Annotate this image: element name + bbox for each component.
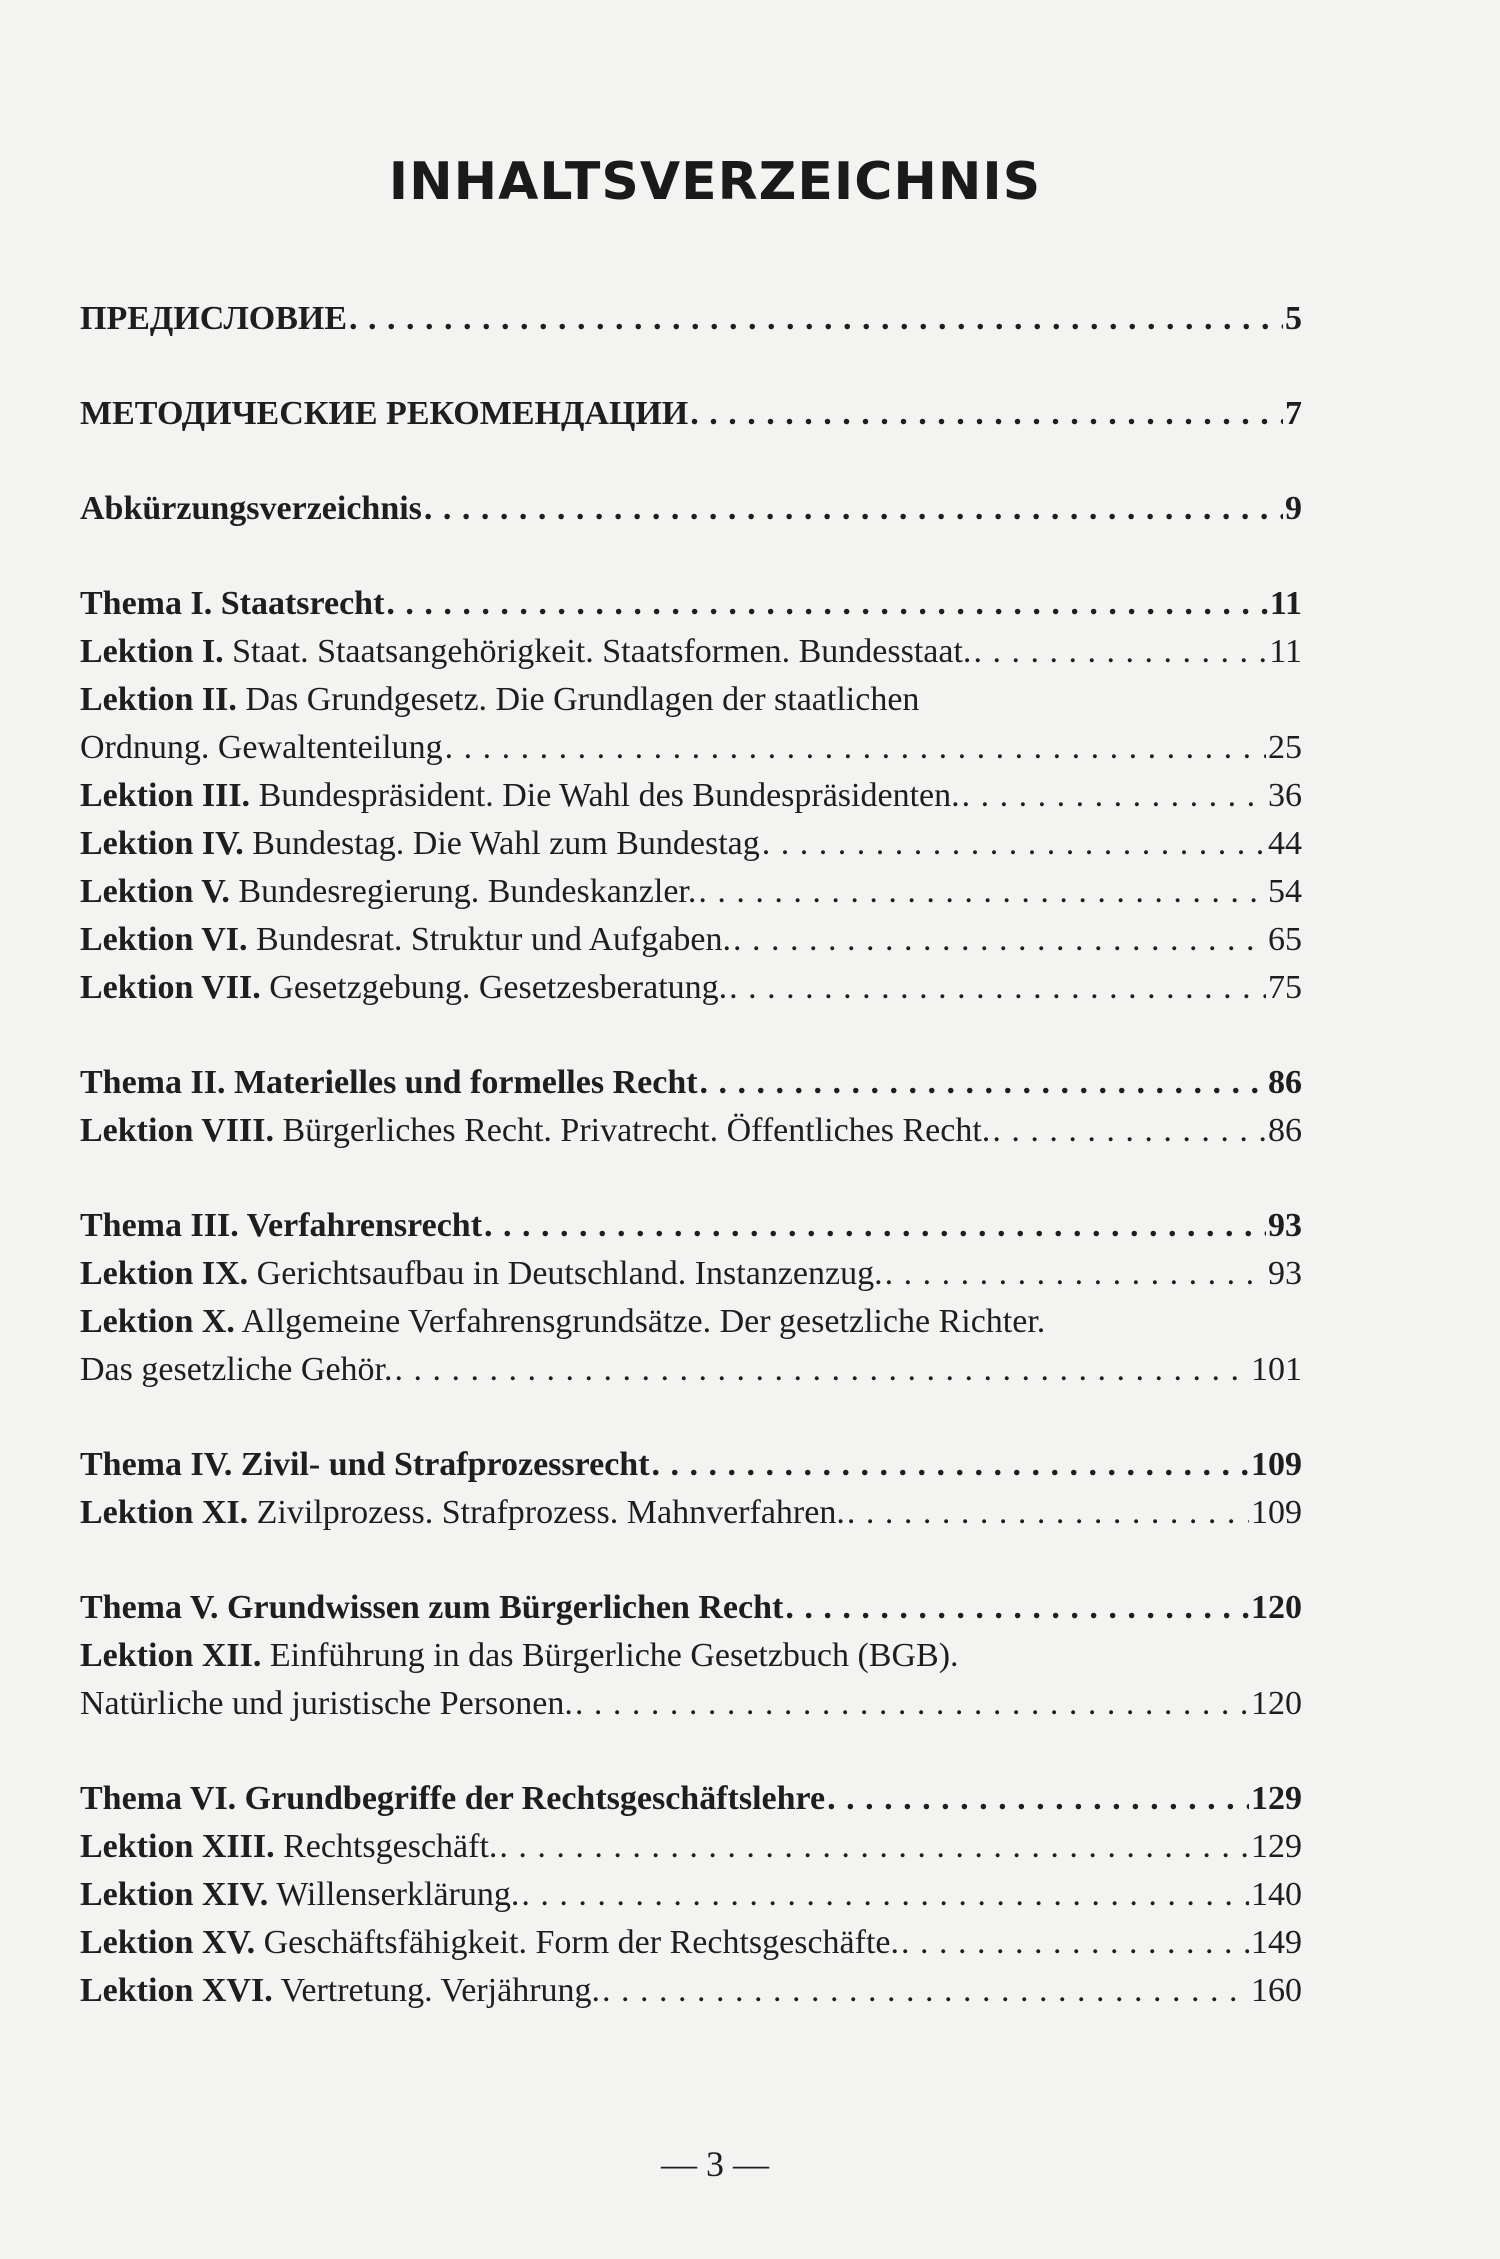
toc-entry [80, 1871, 1302, 1919]
toc-page-number: 11 [1269, 585, 1302, 622]
dot-leader [785, 1584, 1249, 1632]
toc-page-number: 93 [1268, 1207, 1302, 1244]
toc-entry-text: ПРЕДИСЛОВИЕ [80, 300, 348, 337]
toc-entry-text [80, 868, 696, 916]
toc-page-number: 86 [1268, 1112, 1302, 1149]
toc-entry [80, 485, 1302, 533]
toc-page-number: 36 [1268, 777, 1302, 814]
toc-entry-label: Lektion V. [80, 873, 230, 910]
toc-entry [80, 1775, 1302, 1823]
toc-entry [80, 1107, 1302, 1155]
toc-entry-text [80, 1823, 497, 1871]
dot-leader [973, 628, 1267, 676]
toc-entry-text [80, 820, 760, 868]
toc-entry-text [80, 1919, 899, 1967]
toc-group [80, 485, 1302, 533]
toc-entry-label: Lektion XVI. [80, 1972, 273, 2009]
toc-entry-text: Einführung in das Bürgerliche Gesetzbuch (BGB). [269, 1637, 959, 1674]
dot-leader [698, 868, 1266, 916]
dot-leader [901, 1919, 1249, 1967]
toc-page-number: 109 [1251, 1494, 1302, 1531]
toc-entry-text-continued: Natürliche und juristische Personen. [80, 1685, 573, 1722]
toc-entry [80, 772, 1302, 820]
toc-page-number: 101 [1251, 1351, 1302, 1388]
toc-entry [80, 868, 1302, 916]
dot-leader [690, 390, 1283, 438]
toc-group [80, 580, 1302, 1012]
toc-entry-text [80, 772, 960, 820]
toc-entry-text [80, 1489, 845, 1537]
toc-group [80, 1775, 1302, 2015]
page-number: — 3 — [661, 2144, 769, 2184]
toc-entry [80, 1823, 1302, 1871]
toc-entry [80, 820, 1302, 868]
dot-leader [652, 1441, 1249, 1489]
toc-page-number: 120 [1251, 1685, 1302, 1722]
toc-entry-label: Lektion XI. [80, 1494, 249, 1531]
toc-entry-label: Lektion I. [80, 633, 224, 670]
toc-page-number: 9 [1285, 490, 1302, 527]
toc-group [80, 1202, 1302, 1394]
toc-entry-title: Bundesregierung. Bundeskanzler. [238, 873, 697, 910]
toc-entry-text: Thema IV. Zivil- und Strafprozessrecht [80, 1446, 650, 1483]
dot-leader [395, 1346, 1250, 1394]
toc-entry-text [80, 1967, 600, 2015]
toc-entry-label: Lektion VI. [80, 921, 248, 958]
toc-page-number: 86 [1268, 1064, 1302, 1101]
toc-entry-title: Vertretung. Verjährung. [280, 1972, 601, 2009]
toc-entry-label: Lektion VII. [80, 969, 261, 1006]
toc-entry-text-continued: Das gesetzliche Gehör. [80, 1351, 393, 1388]
toc-entry-text: МЕТОДИЧЕСКИЕ РЕКОМЕНДАЦИИ [80, 395, 689, 432]
toc-entry-text [80, 1250, 883, 1298]
toc-entry-label: Lektion XV. [80, 1924, 256, 1961]
toc-entry-title: Bundespräsident. Die Wahl des Bundespräsidenten. [258, 777, 960, 814]
toc-entry-title: Bundestag. Die Wahl zum Bundestag [252, 825, 760, 862]
toc-entry-text: Thema V. Grundwissen zum Bürgerlichen Recht [80, 1589, 784, 1626]
toc-entry-line [80, 724, 1302, 772]
toc-entry-title: Gerichtsaufbau in Deutschland. Instanzenzug. [256, 1255, 883, 1292]
toc-group [80, 390, 1302, 438]
toc-entry-text [80, 1107, 990, 1155]
toc-page-number: 25 [1268, 729, 1302, 766]
toc-entry-title: Staat. Staatsangehörigkeit. Staatsformen. Bundesstaat. [232, 633, 972, 670]
toc-page-number: 129 [1251, 1780, 1302, 1817]
toc-entry-label: Lektion XIII. [80, 1828, 275, 1865]
toc-entry-title: Rechtsgeschäft. [283, 1828, 498, 1865]
toc-entry-text-continued: Ordnung. Gewaltenteilung [80, 729, 443, 766]
toc-entry-label: Lektion IX. [80, 1255, 249, 1292]
toc-entry-label: Lektion III. [80, 777, 251, 814]
page-title: INHALTSVERZEICHNIS [388, 152, 1042, 212]
toc-entry-text: Thema I. Staatsrecht [80, 585, 385, 622]
toc-entry-line [80, 1346, 1302, 1394]
toc-page-number: 75 [1268, 969, 1302, 1006]
toc-entry [80, 1202, 1302, 1250]
toc-entry [80, 1967, 1302, 2015]
table-of-contents [80, 295, 1302, 2062]
toc-entry-title: Zivilprozess. Strafprozess. Mahnverfahren. [256, 1494, 845, 1531]
toc-page-number: 93 [1268, 1255, 1302, 1292]
toc-entry-text: Thema III. Verfahrensrecht [80, 1207, 483, 1244]
toc-entry [80, 390, 1302, 438]
toc-entry-text: Thema II. Materielles und formelles Recht [80, 1064, 698, 1101]
toc-entry-label: Lektion VIII. [80, 1112, 274, 1149]
dot-leader [885, 1250, 1266, 1298]
toc-entry-label: Lektion II. [80, 681, 237, 718]
dot-leader [827, 1775, 1249, 1823]
dot-leader [962, 772, 1266, 820]
toc-group [80, 1584, 1302, 1728]
dot-leader [733, 916, 1266, 964]
toc-entry-title: Willenserklärung. [276, 1876, 520, 1913]
toc-entry-title: Bundesrat. Struktur und Aufgaben. [256, 921, 732, 958]
toc-group [80, 295, 1302, 343]
toc-page-number: 120 [1251, 1589, 1302, 1626]
dot-leader [484, 1202, 1266, 1250]
toc-entry-text [80, 628, 971, 676]
toc-entry [80, 1250, 1302, 1298]
toc-group [80, 1441, 1302, 1537]
toc-entry [80, 580, 1302, 628]
toc-entry-text [80, 916, 731, 964]
toc-entry-text [80, 964, 727, 1012]
toc-entry-label: Lektion XII. [80, 1637, 262, 1674]
toc-entry [80, 628, 1302, 676]
dot-leader [349, 295, 1283, 343]
toc-entry-line [80, 676, 1302, 724]
toc-entry-line [80, 1680, 1302, 1728]
toc-entry-text: Allgemeine Verfahrensgrundsätze. Der gesetzliche Richter. [241, 1303, 1046, 1340]
toc-entry [80, 1584, 1302, 1632]
dot-leader [424, 485, 1283, 533]
dot-leader [386, 580, 1267, 628]
dot-leader [521, 1871, 1249, 1919]
dot-leader [762, 820, 1266, 868]
toc-entry [80, 295, 1302, 343]
dot-leader [700, 1059, 1266, 1107]
toc-entry-label: Lektion IV. [80, 825, 244, 862]
toc-page-number: 149 [1251, 1924, 1302, 1961]
dot-leader [445, 724, 1266, 772]
toc-entry-label: Lektion XIV. [80, 1876, 269, 1913]
toc-entry [80, 916, 1302, 964]
toc-entry-text: Das Grundgesetz. Die Grundlagen der staatlichen [245, 681, 920, 718]
dot-leader [602, 1967, 1249, 2015]
toc-entry-line [80, 1632, 1302, 1680]
toc-page-number: 54 [1268, 873, 1302, 910]
toc-page-number: 65 [1268, 921, 1302, 958]
toc-page-number: 5 [1285, 300, 1302, 337]
toc-page-number: 7 [1285, 395, 1302, 432]
toc-entry-text: Abkürzungsverzeichnis [80, 490, 422, 527]
toc-entry [80, 1441, 1302, 1489]
dot-leader [847, 1489, 1249, 1537]
toc-entry [80, 1059, 1302, 1107]
toc-entry-line [80, 1298, 1302, 1346]
dot-leader [992, 1107, 1266, 1155]
toc-entry-title: Gesetzgebung. Gesetzesberatung. [269, 969, 728, 1006]
toc-group [80, 1059, 1302, 1155]
toc-page-number: 11 [1269, 633, 1302, 670]
dot-leader [575, 1680, 1249, 1728]
dot-leader [729, 964, 1266, 1012]
toc-page-number: 44 [1268, 825, 1302, 862]
toc-entry [80, 1489, 1302, 1537]
toc-entry-title: Geschäftsfähigkeit. Form der Rechtsgeschäfte. [263, 1924, 899, 1961]
toc-entry-title: Bürgerliches Recht. Privatrecht. Öffentliches Recht. [282, 1112, 991, 1149]
toc-entry-text [80, 1871, 519, 1919]
toc-page-number: 140 [1251, 1876, 1302, 1913]
toc-entry-text: Thema VI. Grundbegriffe der Rechtsgeschäftslehre [80, 1780, 826, 1817]
toc-entry-label: Lektion X. [80, 1303, 235, 1340]
toc-page-number: 129 [1251, 1828, 1302, 1865]
toc-page-number: 109 [1251, 1446, 1302, 1483]
dot-leader [499, 1823, 1249, 1871]
toc-entry [80, 1919, 1302, 1967]
toc-page-number: 160 [1251, 1972, 1302, 2009]
toc-entry [80, 964, 1302, 1012]
